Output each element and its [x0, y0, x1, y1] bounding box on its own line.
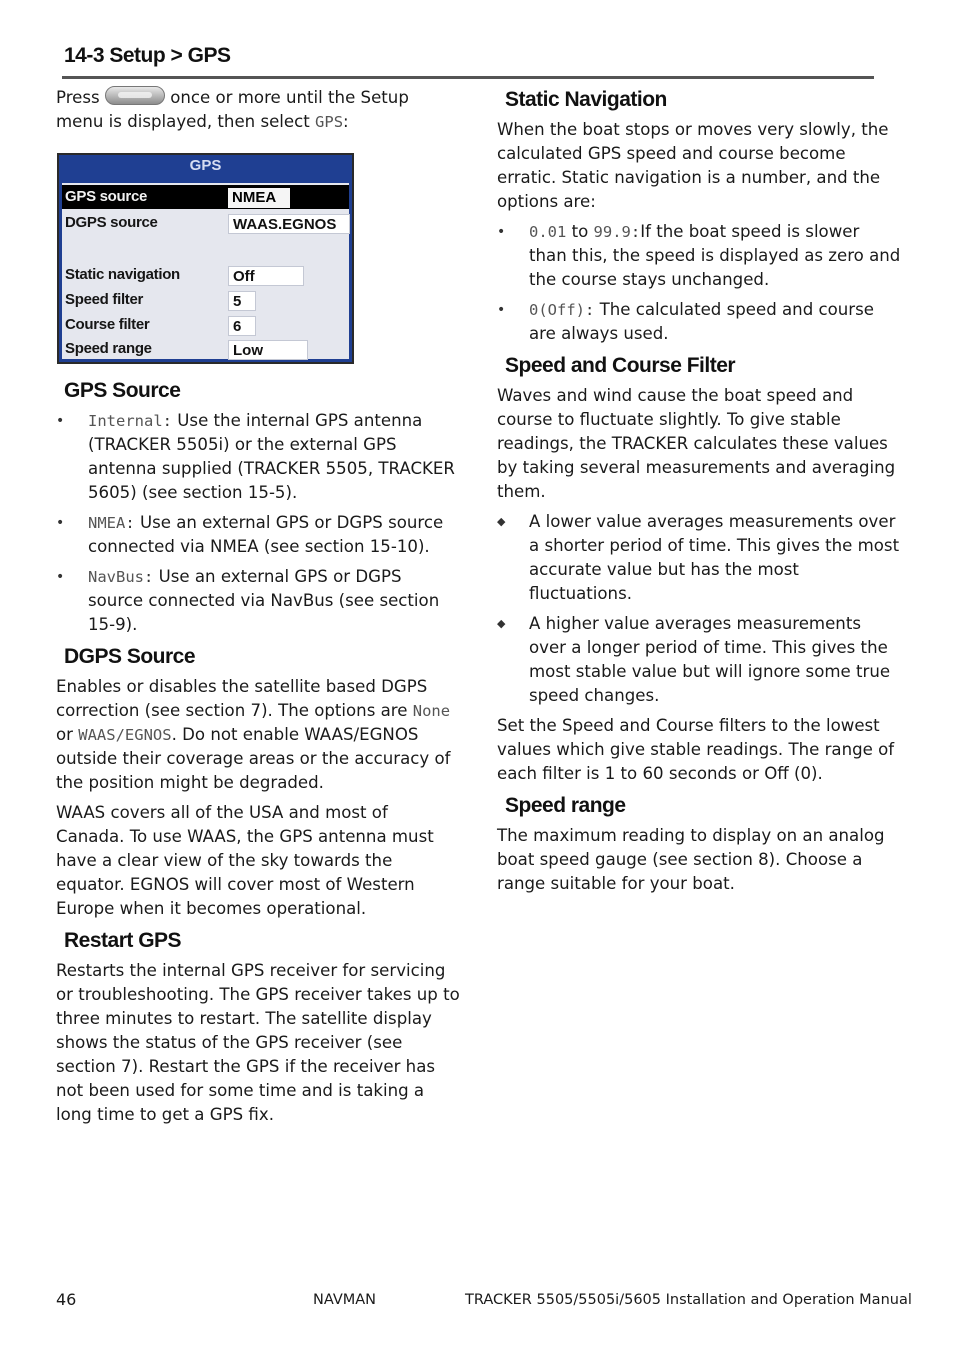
screen-row-value: 5 [228, 291, 256, 311]
list-item [497, 612, 902, 708]
screen-row-gps-source [62, 185, 349, 209]
dgps-paragraph-1 [56, 675, 461, 795]
gps-source-heading: GPS Source [64, 379, 181, 402]
screen-row-label: Speed filter [65, 291, 144, 308]
page-header [62, 42, 874, 79]
screen-row-label: Course filter [65, 316, 150, 333]
option-code: Internal [88, 412, 163, 430]
static-navigation-paragraph: When the boat stops or moves very slowly, the calculated GPS speed and course become erratic. Static navigation is a number, and the options are: [497, 120, 889, 211]
option-to: to [566, 222, 594, 241]
screen-row-value: NMEA [228, 188, 290, 208]
dgps-text-a: Enables or disables the satellite based DGPS correction (see section 7). The options are [56, 677, 428, 720]
speed-course-filter-list [497, 510, 902, 708]
intro-rest-text: once or more until the Setup menu is displayed, then select [56, 88, 409, 131]
footer-page-number: 46 [56, 1290, 77, 1309]
screen-row-value: WAAS.EGNOS [228, 214, 350, 234]
menu-key-icon [105, 86, 165, 105]
speed-course-filter-heading: Speed and Course Filter [505, 354, 736, 377]
screen-row-label: Speed range [65, 340, 152, 357]
list-item [56, 565, 461, 637]
option-colon: : [585, 301, 595, 319]
right-column [497, 86, 902, 896]
dgps-source-heading: DGPS Source [64, 645, 196, 668]
footer-brand: NAVMAN [313, 1292, 377, 1308]
screen-row-value: 6 [228, 316, 256, 336]
option-code: None [412, 702, 451, 720]
screen-panel [62, 183, 349, 359]
static-navigation-heading: Static Navigation [505, 88, 667, 111]
option-text: Use an external GPS or DGPS source connected via NavBus (see section 15-9). [88, 567, 440, 634]
list-item [497, 510, 902, 606]
option-colon: : [125, 514, 135, 532]
option-text: Use the internal GPS antenna (TRACKER 5505i) or the external GPS antenna supplied (TRACKER 5505, TRACKER 5605) (see section 15-5). [88, 411, 455, 502]
bullet-icon: • [497, 302, 506, 318]
screen-row-static-navigation [62, 263, 349, 287]
bullet-icon: • [56, 413, 65, 429]
list-item-text: A lower value averages measurements over a shorter period of time. This gives the most accurate value but has the most fluctuations. [529, 512, 900, 603]
screen-row-value: Off [228, 266, 304, 286]
list-item [497, 220, 902, 292]
option-code: 0(Off) [529, 301, 585, 319]
bullet-icon: ◆ [497, 617, 506, 630]
list-item [497, 298, 902, 346]
intro-gps-code: GPS [315, 113, 344, 131]
screen-row-speed-range [62, 337, 349, 361]
gps-setup-screen [57, 153, 354, 364]
bullet-icon: ◆ [497, 515, 506, 528]
dgps-paragraph-2: WAAS covers all of the USA and most of Canada. To use WAAS, the GPS antenna must have a clear view of the sky towards the equator. EGNOS will cover most of Western Europe when it becomes operational. [56, 803, 434, 918]
screen-row-dgps-source [62, 211, 349, 235]
speed-course-filter-paragraph-1: Waves and wind cause the boat speed and course to fluctuate slightly. To give stable readings, the TRACKER calculates these values by taking several measurements and averaging them. [497, 386, 896, 501]
option-text: If the boat speed is slower than this, the speed is displayed as zero and the course stays unchanged. [529, 222, 901, 289]
restart-gps-heading: Restart GPS [64, 929, 182, 952]
screen-row-label: GPS source [65, 188, 148, 205]
intro-paragraph [56, 86, 426, 134]
bullet-icon: • [56, 515, 65, 531]
restart-gps-paragraph: Restarts the internal GPS receiver for servicing or troubleshooting. The GPS receiver takes up to three minutes to restart. The satellite display shows the status of the GPS receiver (see section 7). Restart the GPS if the receiver has not been used for some time and is taking a long time to get a GPS fix. [56, 961, 460, 1124]
screen-row-label: Static navigation [65, 266, 180, 283]
gps-source-list [56, 409, 461, 637]
screen-row-value: Low [228, 340, 308, 360]
bullet-icon: • [56, 569, 65, 585]
footer-manual-title: TRACKER 5505/5505i/5605 Installation and Operation Manual [465, 1292, 912, 1308]
option-colon: : [144, 568, 154, 586]
screen-row-speed-filter [62, 288, 349, 312]
option-code: WAAS/EGNOS [78, 726, 172, 744]
option-text: Use an external GPS or DGPS source connected via NMEA (see section 15-10). [88, 513, 444, 556]
list-item [56, 409, 461, 505]
static-navigation-list [497, 220, 902, 346]
screen-title: GPS [189, 157, 222, 174]
option-text: The calculated speed and course are always used. [529, 300, 874, 343]
option-code: 0.01 [529, 223, 567, 241]
option-code: NMEA [88, 514, 126, 532]
speed-range-heading: Speed range [505, 794, 626, 817]
intro-press-text: Press [56, 88, 100, 107]
option-colon: : [162, 412, 172, 430]
intro-colon: : [343, 112, 349, 131]
dgps-text-b: . Do not enable WAAS/EGNOS outside their coverage areas or the accuracy of the position might be degraded. [56, 725, 451, 792]
list-item [56, 511, 461, 559]
list-item-text: A higher value averages measurements over a longer period of time. This gives the most stable value but will ignore some true speed changes. [529, 614, 891, 705]
speed-course-filter-paragraph-2: Set the Speed and Course filters to the lowest values which give stable readings. The range of each filter is 1 to 60 seconds or Off (0). [497, 716, 895, 783]
option-code: 99.9 [593, 223, 631, 241]
speed-range-paragraph: The maximum reading to display on an analog boat speed gauge (see section 8). Choose a range suitable for your boat. [497, 826, 885, 893]
dgps-or: or [56, 725, 79, 744]
screen-row-course-filter [62, 313, 349, 337]
option-colon: : [630, 223, 641, 241]
option-code: NavBus [88, 568, 144, 586]
screen-row-label: DGPS source [65, 214, 158, 231]
bullet-icon: • [497, 224, 506, 240]
page-title: 14-3 Setup > GPS [64, 44, 231, 67]
